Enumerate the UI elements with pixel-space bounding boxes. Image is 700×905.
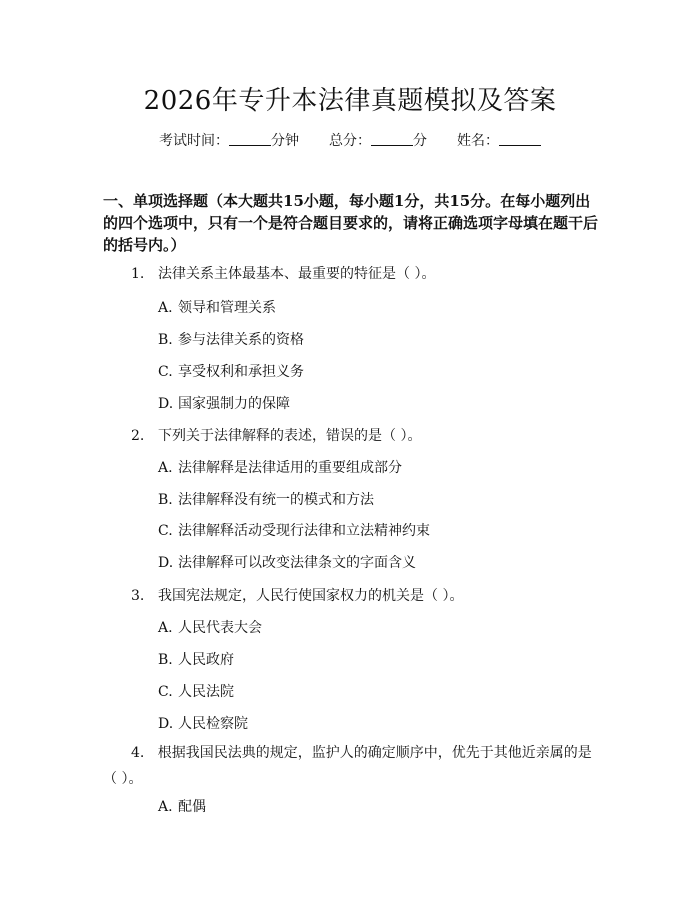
question-3-option-d [158, 713, 248, 733]
question-number: 4. [131, 745, 145, 761]
option-text: 人民法院 [178, 684, 234, 700]
option-text: 法律解释是法律适用的重要组成部分 [178, 460, 402, 476]
question-2-option-d [158, 552, 416, 572]
question-2-option-a [158, 457, 402, 477]
question-3 [131, 585, 463, 605]
question-1-option-a [158, 297, 276, 317]
question-text: 法律关系主体最基本、最重要的特征是（ ）。 [158, 266, 436, 282]
option-letter: B. [158, 652, 173, 668]
question-text: 我国宪法规定，人民行使国家权力的机关是（ ）。 [158, 588, 464, 604]
question-number: 1. [131, 266, 145, 282]
question-4-option-a [158, 796, 206, 816]
option-text: 人民政府 [178, 652, 234, 668]
option-text: 法律解释可以改变法律条文的字面含义 [178, 555, 416, 571]
name-blank [499, 133, 541, 146]
option-letter: D. [158, 716, 174, 732]
time-label: 考试时间： [159, 133, 229, 149]
option-letter: C. [158, 684, 173, 700]
question-1-option-b [158, 329, 304, 349]
question-3-option-b [158, 649, 234, 669]
section-heading: 一、单项选择题（本大题共15小题，每小题1分，共15分。在每小题列出的四个选项中，只有一个是符合题目要求的，请将正确选项字母填在题干后的括号内。） [103, 192, 599, 254]
question-text: 下列关于法律解释的表述，错误的是（ ）。 [158, 428, 422, 444]
option-letter: C. [158, 523, 173, 539]
question-2-option-b [158, 489, 374, 509]
question-number: 2. [131, 428, 145, 444]
option-letter: D. [158, 396, 174, 412]
option-letter: A. [158, 300, 173, 316]
question-2-option-c [158, 520, 430, 540]
question-4 [103, 740, 603, 792]
question-3-option-a [158, 617, 262, 637]
option-letter: B. [158, 332, 173, 348]
score-label: 总分： [329, 133, 371, 149]
option-text: 享受权利和承担义务 [178, 364, 304, 380]
question-1 [131, 263, 435, 283]
option-letter: A. [158, 460, 173, 476]
option-text: 配偶 [178, 799, 206, 815]
question-number: 3. [131, 588, 145, 604]
score-unit: 分 [413, 133, 427, 149]
option-text: 人民代表大会 [178, 620, 262, 636]
option-text: 领导和管理关系 [178, 300, 276, 316]
question-text: 根据我国民法典的规定，监护人的确定顺序中，优先于其他近亲属的是（ ）。 [103, 745, 592, 787]
option-text: 法律解释活动受现行法律和立法精神约束 [178, 523, 430, 539]
option-letter: B. [158, 492, 173, 508]
option-letter: D. [158, 555, 174, 571]
question-1-option-c [158, 361, 304, 381]
option-letter: A. [158, 620, 173, 636]
option-text: 人民检察院 [178, 716, 248, 732]
time-unit: 分钟 [271, 133, 299, 149]
option-text: 国家强制力的保障 [178, 396, 290, 412]
score-blank [371, 133, 413, 146]
option-letter: A. [158, 799, 173, 815]
page-title: 2026年专升本法律真题模拟及答案 [143, 86, 557, 116]
question-2 [131, 425, 421, 445]
question-1-option-d [158, 393, 290, 413]
exam-info-line [0, 130, 700, 150]
option-text: 参与法律关系的资格 [178, 332, 304, 348]
option-letter: C. [158, 364, 173, 380]
question-3-option-c [158, 681, 234, 701]
option-text: 法律解释没有统一的模式和方法 [178, 492, 374, 508]
name-label: 姓名： [457, 133, 499, 149]
time-blank [229, 133, 271, 146]
